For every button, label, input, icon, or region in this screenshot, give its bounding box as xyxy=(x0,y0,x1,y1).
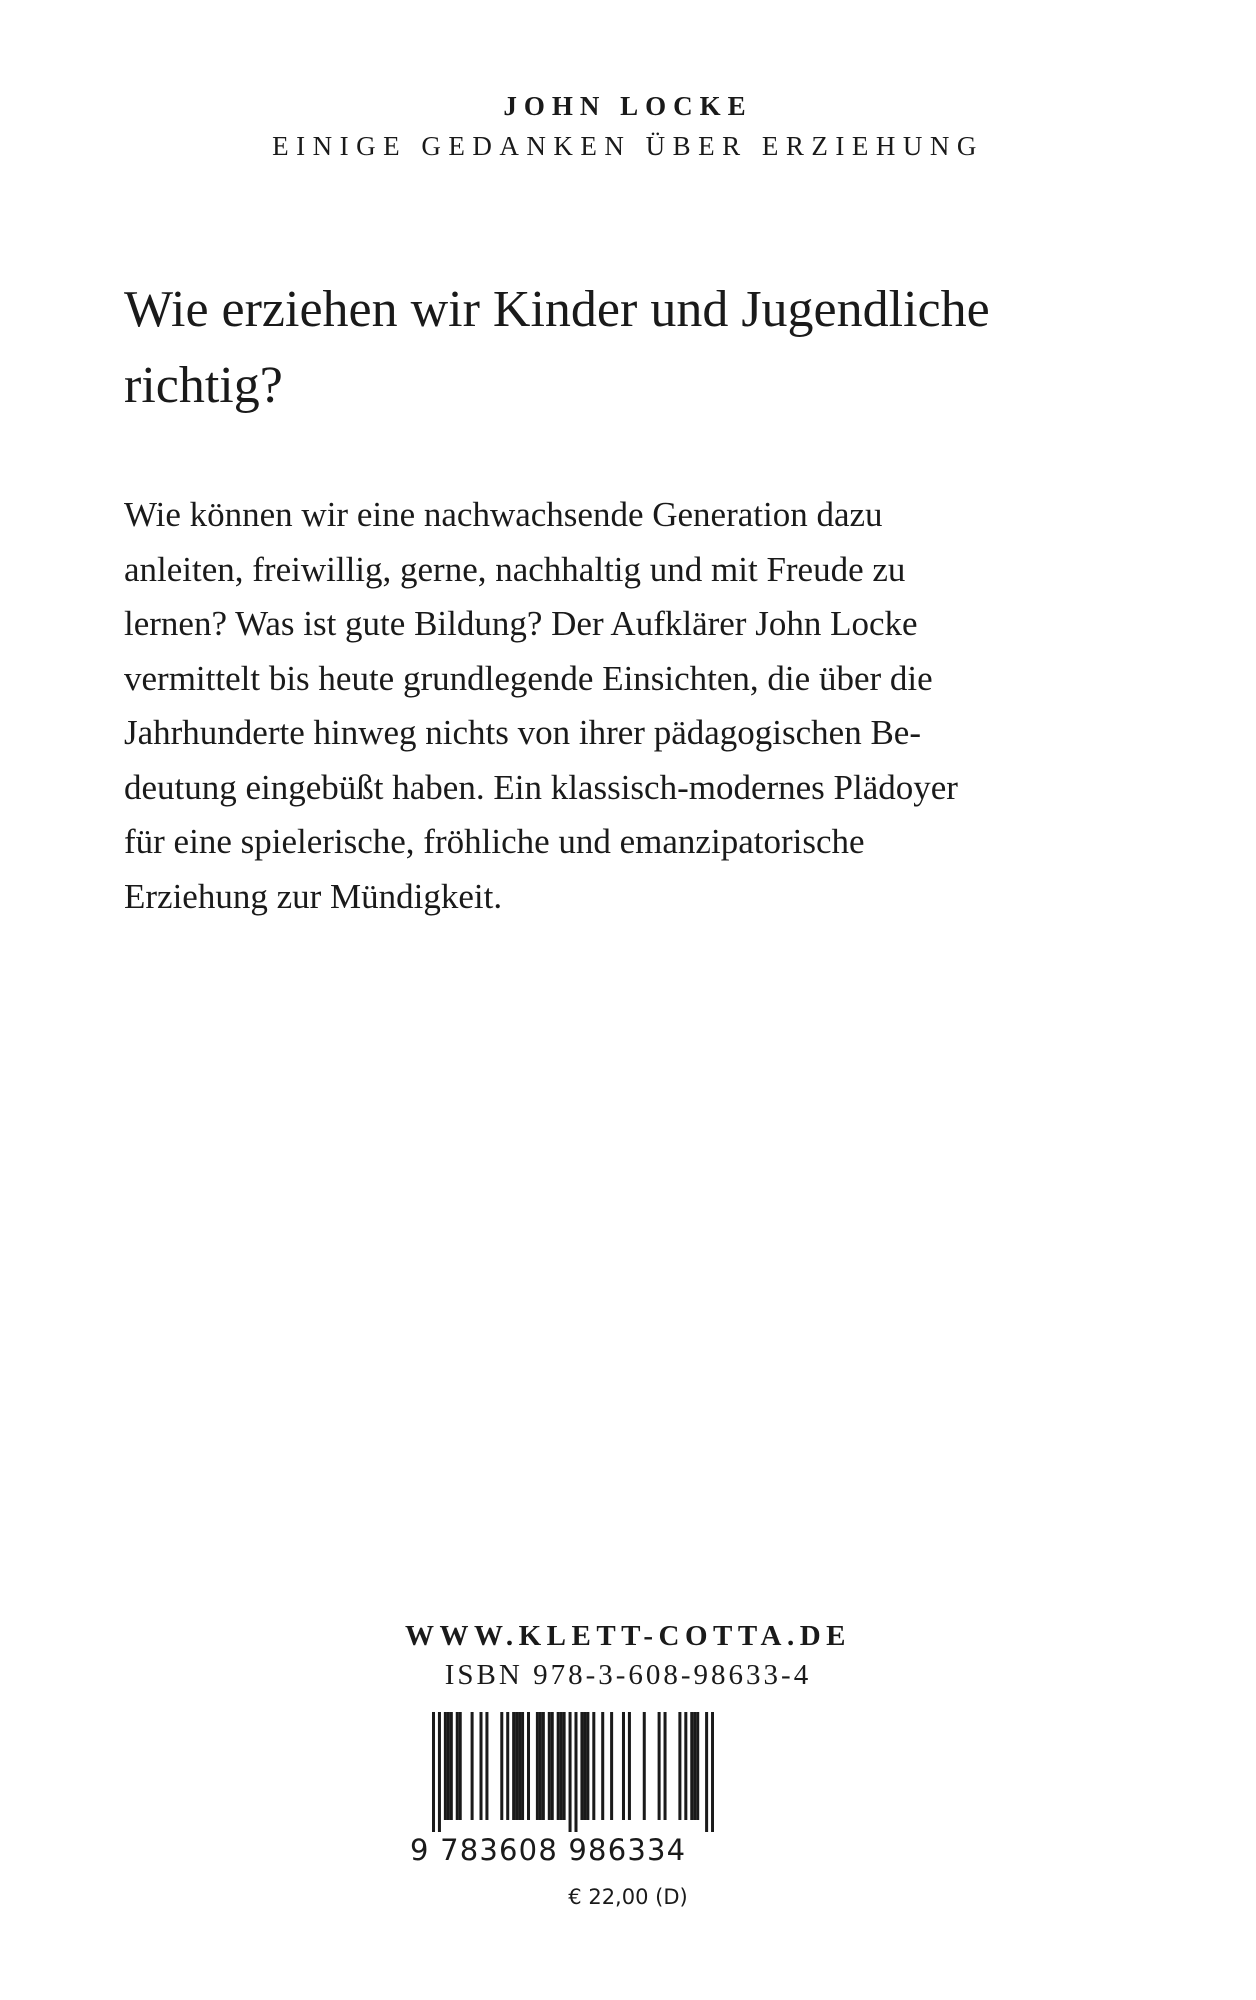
barcode-bar xyxy=(643,1712,646,1820)
barcode-guard-bar xyxy=(574,1712,577,1832)
barcode-bar xyxy=(521,1712,524,1820)
barcode-bar xyxy=(664,1712,667,1820)
barcode-bar xyxy=(696,1712,699,1820)
book-title: EINIGE GEDANKEN ÜBER ERZIEHUNG xyxy=(272,131,984,161)
barcode-bar xyxy=(539,1712,542,1820)
barcode-bar xyxy=(601,1712,604,1820)
barcode-guard-bar xyxy=(711,1712,714,1832)
barcode-guard-bar xyxy=(438,1712,441,1832)
barcode-bar xyxy=(557,1712,560,1820)
description-line: lernen? Was ist gute Bildung? Der Aufklärer John Locke xyxy=(124,604,918,643)
barcode-guard-bar xyxy=(569,1712,572,1832)
barcode-bar xyxy=(450,1712,453,1820)
barcode-bar xyxy=(515,1712,518,1820)
barcode-bar xyxy=(479,1712,482,1820)
barcode-bar xyxy=(459,1712,462,1820)
description-line: vermittelt bis heute grundlegende Einsichten, die über die xyxy=(124,658,933,698)
description-line: Jahrhunderte hinweg nichts von ihrer pädagogischen Be- xyxy=(124,713,921,752)
publisher-website: WWW.KLETT-COTTA.DE xyxy=(404,1620,852,1652)
description-line: für eine spielerische, fröhliche und emanzipatorische xyxy=(124,822,865,861)
barcode-bar xyxy=(693,1712,696,1820)
isbn-number: ISBN 978-3-608-98633-4 xyxy=(444,1659,812,1691)
author-name: JOHN LOCKE xyxy=(503,91,753,121)
barcode-bar xyxy=(690,1712,693,1820)
description-text xyxy=(124,488,1144,924)
barcode-guard-bar xyxy=(705,1712,708,1832)
barcode-bar xyxy=(560,1712,563,1820)
barcode-bar xyxy=(580,1712,583,1820)
barcode-bar xyxy=(622,1712,625,1820)
barcode xyxy=(410,1712,716,1870)
price-label: € 22,00 (D) xyxy=(568,1885,688,1909)
barcode-bar xyxy=(444,1712,447,1820)
barcode-bar xyxy=(506,1712,509,1820)
barcode-bar xyxy=(542,1712,545,1820)
headline-line: richtig? xyxy=(124,357,283,414)
barcode-bar xyxy=(658,1712,661,1820)
barcode-bar xyxy=(512,1712,515,1820)
barcode-bar xyxy=(551,1712,554,1820)
barcode-bar xyxy=(447,1712,450,1820)
barcode-bar xyxy=(678,1712,681,1820)
description-line: anleiten, freiwillig, gerne, nachhaltig und mit Freude zu xyxy=(124,549,906,589)
barcode-bar xyxy=(684,1712,687,1820)
barcode-bar xyxy=(548,1712,551,1820)
headline xyxy=(124,272,1134,424)
barcode-bar xyxy=(583,1712,586,1820)
barcode-bar xyxy=(592,1712,595,1820)
description-line: Wie können wir eine nachwachsende Generation dazu xyxy=(124,495,883,534)
barcode-bar xyxy=(536,1712,539,1820)
barcode-bar xyxy=(586,1712,589,1820)
headline-line: Wie erziehen wir Kinder und Jugendliche xyxy=(124,281,990,338)
barcode-bar xyxy=(628,1712,631,1820)
barcode-bar xyxy=(563,1712,566,1820)
barcode-bar xyxy=(456,1712,459,1820)
barcode-bar xyxy=(610,1712,613,1820)
description-line: Erziehung zur Mündigkeit. xyxy=(124,876,503,916)
barcode-bar xyxy=(485,1712,488,1820)
barcode-digits: 9 783608 986334 xyxy=(410,1833,687,1867)
barcode-bar xyxy=(518,1712,521,1820)
barcode-guard-bar xyxy=(432,1712,435,1832)
description-line: deutung eingebüßt haben. Ein klassisch-modernes Plädoyer xyxy=(124,767,958,807)
barcode-bar xyxy=(527,1712,530,1820)
barcode-bar xyxy=(500,1712,503,1820)
barcode-bars xyxy=(432,1712,714,1832)
barcode-bar xyxy=(471,1712,474,1820)
